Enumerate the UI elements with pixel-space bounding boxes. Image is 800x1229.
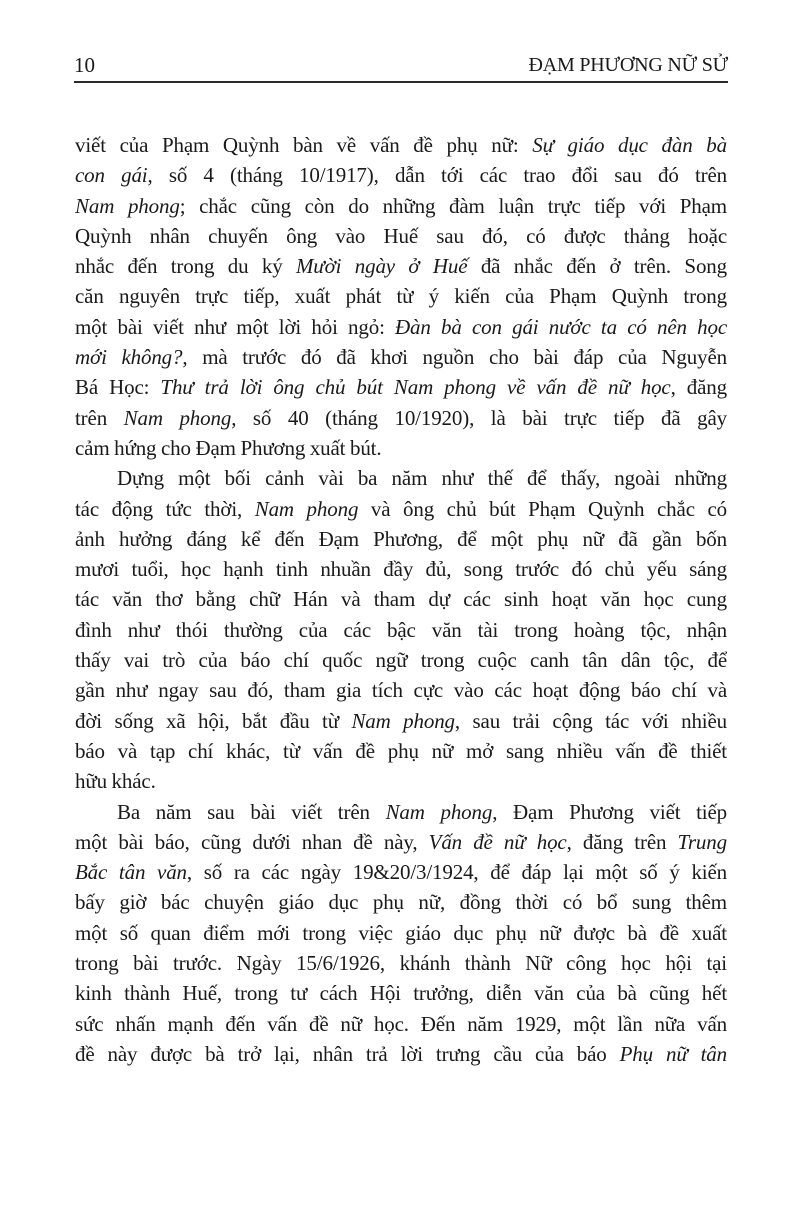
italic-title: Vấn đề nữ học — [428, 829, 567, 854]
italic-title: mới không? — [75, 345, 183, 370]
text-run: , sau trải cộng tác với nhiều — [454, 708, 727, 733]
paragraph — [75, 130, 727, 463]
text-run: tác văn thơ bằng chữ Hán và tham dự các sinh hoạt văn học cung — [75, 587, 727, 612]
text-line — [75, 251, 727, 281]
italic-title: Sự giáo dục đàn bà — [532, 133, 727, 157]
text-run: Ba năm sau bài viết trên — [117, 799, 386, 824]
text-run: đề này được bà trở lại, nhân trả lời trưng cầu của báo — [75, 1041, 620, 1066]
text-run: ; chắc cũng còn do những đàm luận trực tiếp với Phạm — [179, 193, 727, 218]
text-run: một bài viết như một lời hỏi ngỏ: — [75, 314, 396, 339]
text-run: ảnh hưởng đáng kể đến Đạm Phương, để một phụ nữ đã gần bốn — [75, 526, 727, 551]
text-line — [75, 918, 727, 948]
text-run: tác động tức thời, — [75, 496, 255, 521]
text-line — [75, 463, 727, 493]
italic-title: Trung — [677, 829, 727, 854]
text-line — [75, 584, 727, 614]
text-run: trong bài trước. Ngày 15/6/1926, khánh thành Nữ công học hội tại — [75, 951, 727, 976]
page-header — [74, 52, 728, 82]
text-line — [75, 372, 727, 402]
text-run: , đăng trên — [566, 829, 678, 854]
text-run: cảm hứng cho Đạm Phương xuất bút. — [75, 435, 382, 460]
italic-title: Nam phong — [351, 708, 455, 733]
text-run: sức nhấn mạnh đến vấn đề nữ học. Đến năm 1929, một lần nữa vấn — [75, 1011, 727, 1036]
text-line — [75, 615, 727, 645]
text-run: nhắc đến trong du ký — [75, 254, 296, 279]
text-line — [75, 554, 727, 584]
text-line — [75, 403, 727, 433]
paragraph — [75, 463, 727, 796]
text-run: trên — [75, 405, 124, 430]
text-run: , số 40 (tháng 10/1920), là bài trực tiếp đã gây — [231, 405, 727, 430]
text-run: báo và tạp chí khác, từ vấn đề phụ nữ mở sang nhiều vấn đề thiết — [75, 738, 727, 763]
text-run: thấy vai trò của báo chí quốc ngữ trong cuộc canh tân dân tộc, để — [75, 648, 727, 673]
text-run: Quỳnh nhân chuyến ông vào Huế sau đó, có được thảng hoặc — [75, 223, 727, 248]
text-run: căn nguyên trực tiếp, xuất phát từ ý kiến của Phạm Quỳnh trong — [75, 284, 727, 309]
text-run: và ông chủ bút Phạm Quỳnh chắc có — [358, 496, 727, 521]
text-run: Bá Học: — [75, 375, 161, 400]
text-run: một số quan điểm mới trong việc giáo dục phụ nữ được bà đề xuất — [75, 920, 727, 945]
italic-title: Mười ngày ở Huế — [295, 254, 468, 279]
text-line — [75, 130, 727, 160]
text-line — [75, 191, 727, 221]
text-run: , số 4 (tháng 10/1917), dẫn tới các trao đổi sau đó trên — [147, 163, 728, 188]
text-run: , Đạm Phương viết tiếp — [492, 799, 728, 824]
text-run: hữu khác. — [75, 769, 156, 794]
text-run: một bài báo, cũng dưới nhan đề này, — [75, 829, 429, 854]
text-line — [75, 766, 727, 796]
text-run: đời sống xã hội, bắt đầu từ — [75, 708, 352, 733]
text-line — [75, 433, 727, 463]
paragraph — [75, 797, 727, 1070]
italic-title: Đàn bà con gái nước ta có nên học — [395, 314, 727, 339]
text-run: , số ra các ngày 19&20/3/1924, để đáp lại một số ý kiến — [186, 860, 728, 885]
text-run: đình như thói thường của các bậc văn tài trong hoàng tộc, nhận — [75, 617, 727, 642]
text-line — [75, 645, 727, 675]
page-number: 10 — [74, 53, 95, 77]
text-line — [75, 1009, 727, 1039]
italic-title: Phụ nữ tân — [619, 1041, 727, 1066]
text-run: Dựng một bối cảnh vài ba năm như thế để thấy, ngoài những — [117, 466, 727, 491]
text-line — [75, 675, 727, 705]
text-run: bấy giờ bác chuyện giáo dục phụ nữ, đồng thời có bổ sung thêm — [75, 890, 727, 915]
italic-title: Nam phong — [75, 193, 180, 218]
italic-title: Nam phong — [385, 799, 493, 824]
text-line — [75, 524, 727, 554]
text-run: kinh thành Huế, trong tư cách Hội trưởng, diễn văn của bà cũng hết — [75, 981, 727, 1006]
text-line — [75, 1039, 727, 1069]
text-line — [75, 857, 727, 887]
text-line — [75, 221, 727, 251]
text-run: , mà trước đó đã khơi nguồn cho bài đáp của Nguyễn — [182, 345, 727, 370]
italic-title: Thư trả lời ông chủ bút Nam phong về vấn đề nữ học — [160, 375, 671, 400]
running-title: ĐẠM PHƯƠNG NỮ SỬ — [528, 54, 728, 76]
body-text — [75, 130, 727, 1069]
text-line — [75, 736, 727, 766]
italic-title: Nam phong — [254, 496, 359, 521]
italic-title: con gái — [75, 163, 148, 188]
text-run: mươi tuổi, học hạnh tinh nhuần đầy đủ, song trước đó chủ yếu sáng — [75, 557, 727, 582]
text-line — [75, 948, 727, 978]
text-line — [75, 887, 727, 917]
text-line — [75, 978, 727, 1008]
text-line — [75, 706, 727, 736]
header-rule — [74, 81, 728, 83]
text-line — [75, 797, 727, 827]
text-run: gần như ngay sau đó, tham gia tích cực vào các hoạt động báo chí và — [75, 678, 727, 703]
text-line — [75, 281, 727, 311]
text-line — [75, 160, 727, 190]
text-line — [75, 342, 727, 372]
text-line — [75, 312, 727, 342]
text-run: đã nhắc đến ở trên. Song — [467, 254, 727, 279]
italic-title: Nam phong — [123, 405, 232, 430]
text-run: , đăng — [670, 375, 728, 400]
text-run: viết của Phạm Quỳnh bàn về vấn đề phụ nữ: — [75, 133, 533, 157]
text-line — [75, 494, 727, 524]
italic-title: Bắc tân văn — [75, 860, 187, 885]
text-line — [75, 827, 727, 857]
